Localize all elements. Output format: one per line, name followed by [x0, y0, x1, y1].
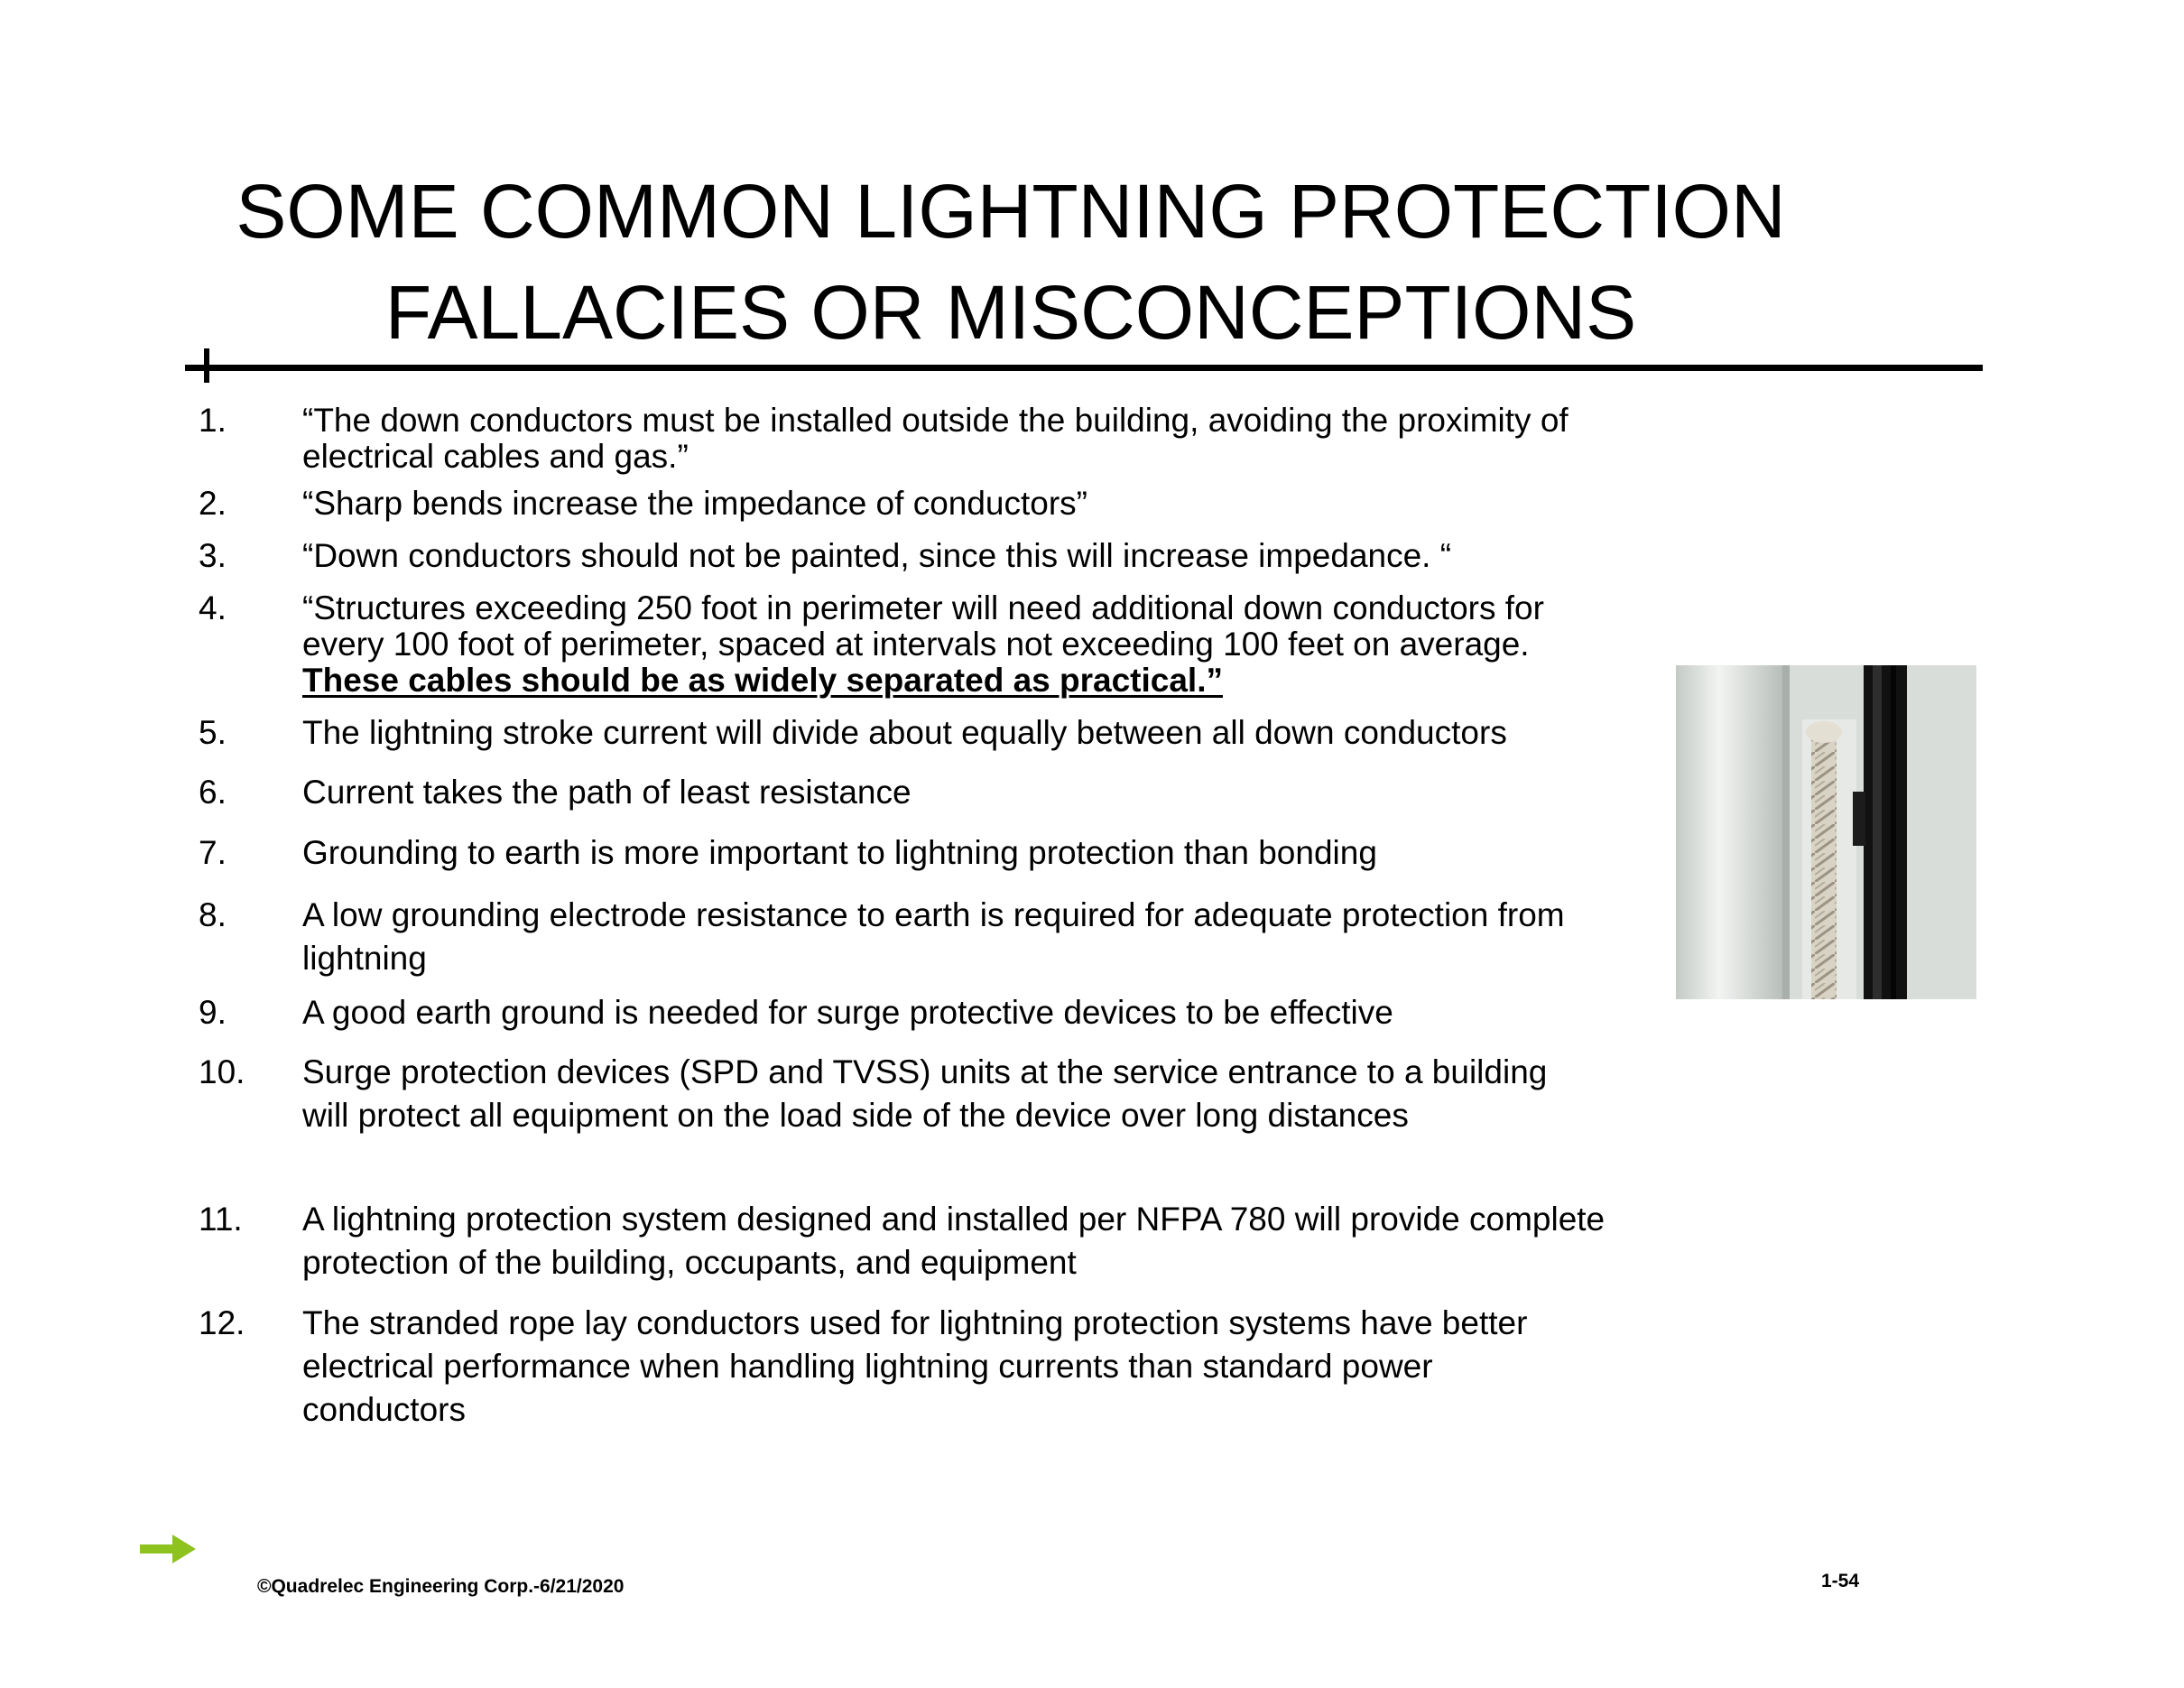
- title-line-1: SOME COMMON LIGHTNING PROTECTION: [236, 169, 1786, 254]
- conductor-photo-illustration: [1676, 665, 1976, 999]
- item-number: 9.: [199, 994, 227, 1031]
- item-number: 5.: [199, 714, 227, 751]
- item-text: Surge protection devices (SPD and TVSS) units at the service entrance to a building will protect all equipment on the load side of the device over long distances: [302, 1053, 1548, 1134]
- footer-copyright: ©Quadrelec Engineering Corp.-6/21/2020: [257, 1576, 625, 1597]
- list-item: [199, 1302, 1593, 1432]
- item-number: 8.: [199, 896, 227, 933]
- item-number: 2.: [199, 485, 227, 522]
- title-line-2: FALLACIES OR MISCONCEPTIONS: [384, 270, 1637, 355]
- item-text-main: “Structures exceeding 250 foot in perimeter will need additional down conductors for every 100 foot of perimeter, spaced at intervals not exceeding 100 feet on average.: [302, 589, 1544, 663]
- list-item: [199, 715, 1661, 751]
- item-number: 7.: [199, 834, 227, 871]
- page-number: 1-54: [1821, 1571, 1860, 1591]
- right-arrow-icon[interactable]: [140, 1535, 196, 1563]
- item-number: 10.: [199, 1053, 245, 1090]
- item-number: 3.: [199, 537, 227, 574]
- list-item: [199, 1198, 1615, 1285]
- item-text: “The down conductors must be installed outside the building, avoiding the proximity of electrical cables and gas.”: [302, 402, 1569, 475]
- list-item: [199, 403, 1643, 475]
- list-item: [199, 538, 1643, 574]
- item-number: 4.: [199, 589, 227, 626]
- list-item: [199, 590, 1624, 699]
- item-text: Current takes the path of least resistance: [302, 774, 912, 811]
- item-number: 11.: [199, 1201, 243, 1238]
- item-text: A low grounding electrode resistance to earth is required for adequate protection from lightning: [302, 896, 1565, 977]
- list-item: [199, 774, 1643, 811]
- item-text: The lightning stroke current will divide about equally between all down conductors: [302, 714, 1507, 751]
- list-item: [199, 991, 1643, 1034]
- list-item: [199, 1051, 1579, 1137]
- item-number: 12.: [199, 1304, 245, 1341]
- item-text: “Sharp bends increase the impedance of conductors”: [302, 485, 1088, 522]
- item-text: Grounding to earth is more important to lightning protection than bonding: [302, 834, 1377, 871]
- item-number: 6.: [199, 774, 227, 811]
- item-number: 1.: [199, 402, 227, 439]
- list-item: [199, 486, 1643, 522]
- list-item: [199, 894, 1643, 980]
- item-text: [302, 590, 1624, 699]
- item-text: “Down conductors should not be painted, since this will increase impedance. “: [302, 537, 1452, 574]
- down-conductor-photo: [1676, 665, 1976, 999]
- list-item: [199, 835, 1643, 871]
- item-text: A good earth ground is needed for surge protective devices to be effective: [302, 994, 1393, 1031]
- item-text-emphasis: These cables should be as widely separated as practical.”: [302, 662, 1223, 699]
- item-text: A lightning protection system designed and installed per NFPA 780 will provide complete protection of the building, occupants, and equipment: [302, 1201, 1606, 1281]
- item-text: The stranded rope lay conductors used for lightning protection systems have better electrical performance when handling lightning currents than standard power conductors: [302, 1304, 1528, 1428]
